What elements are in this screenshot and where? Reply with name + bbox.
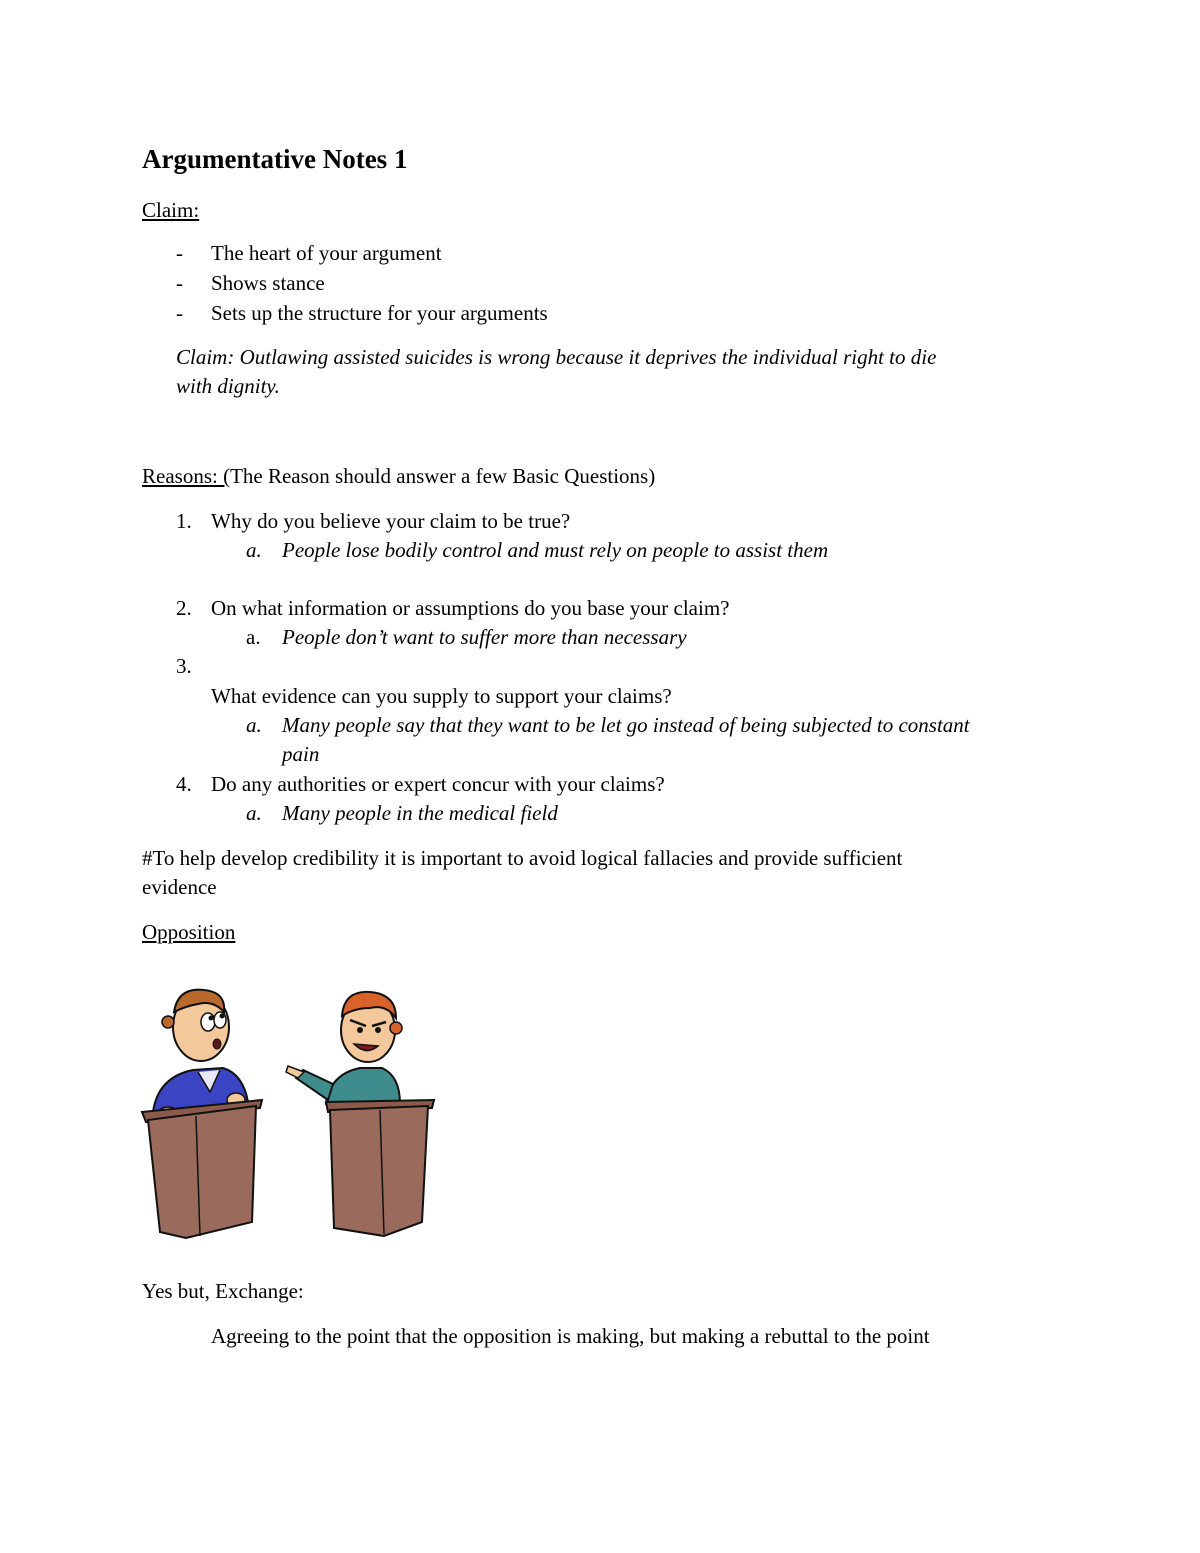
credibility-note-cont: evidence <box>142 875 217 899</box>
exchange-heading: Yes but, Exchange: <box>142 1279 304 1303</box>
claim-example: Claim: Outlawing assisted suicides is wrong because it deprives the individual right to die <box>176 345 937 369</box>
page-title: Argumentative Notes 1 <box>142 144 408 174</box>
credibility-note: #To help develop credibility it is important to avoid logical fallacies and provide sufficient <box>142 846 903 870</box>
reason-question: Do any authorities or expert concur with your claims? <box>211 772 665 796</box>
exchange-text: Agreeing to the point that the opposition is making, but making a rebuttal to the point <box>211 1324 930 1348</box>
opposition-heading: Opposition <box>142 920 236 944</box>
list-number: 1. <box>176 509 192 533</box>
reason-answer: Many people in the medical field <box>282 801 558 825</box>
list-number: 2. <box>176 596 192 620</box>
list-number: 3. <box>176 654 192 678</box>
sub-label: a. <box>246 538 262 562</box>
sub-label: a. <box>246 801 262 825</box>
reason-answer: People don’t want to suffer more than necessary <box>282 625 687 649</box>
claim-example-cont: with dignity. <box>176 374 280 398</box>
bullet-dash: - <box>176 241 183 265</box>
claim-heading: Claim: <box>142 198 200 222</box>
reasons-heading-label: Reasons: ( <box>142 464 231 488</box>
reasons-heading <box>142 463 655 489</box>
reason-answer: Many people say that they want to be let go instead of being subjected to constant <box>282 713 970 737</box>
sub-label: a. <box>246 713 262 737</box>
reason-question: What evidence can you supply to support your claims? <box>211 684 672 708</box>
debate-illustration-icon <box>138 982 438 1242</box>
claim-bullet: The heart of your argument <box>211 241 442 265</box>
left-debater <box>142 990 262 1238</box>
list-number: 4. <box>176 772 192 796</box>
reason-answer: People lose bodily control and must rely on people to assist them <box>282 538 829 562</box>
bullet-dash: - <box>176 301 183 325</box>
bullet-dash: - <box>176 271 183 295</box>
reason-question: On what information or assumptions do you base your claim? <box>211 596 730 620</box>
claim-bullet: Sets up the structure for your arguments <box>211 301 548 325</box>
claim-bullet: Shows stance <box>211 271 325 295</box>
reasons-heading-rest: The Reason should answer a few Basic Questions) <box>230 464 656 488</box>
right-debater <box>286 992 434 1236</box>
reason-answer-cont: pain <box>282 742 320 766</box>
sub-label: a. <box>246 625 261 649</box>
reason-question: Why do you believe your claim to be true? <box>211 509 571 533</box>
